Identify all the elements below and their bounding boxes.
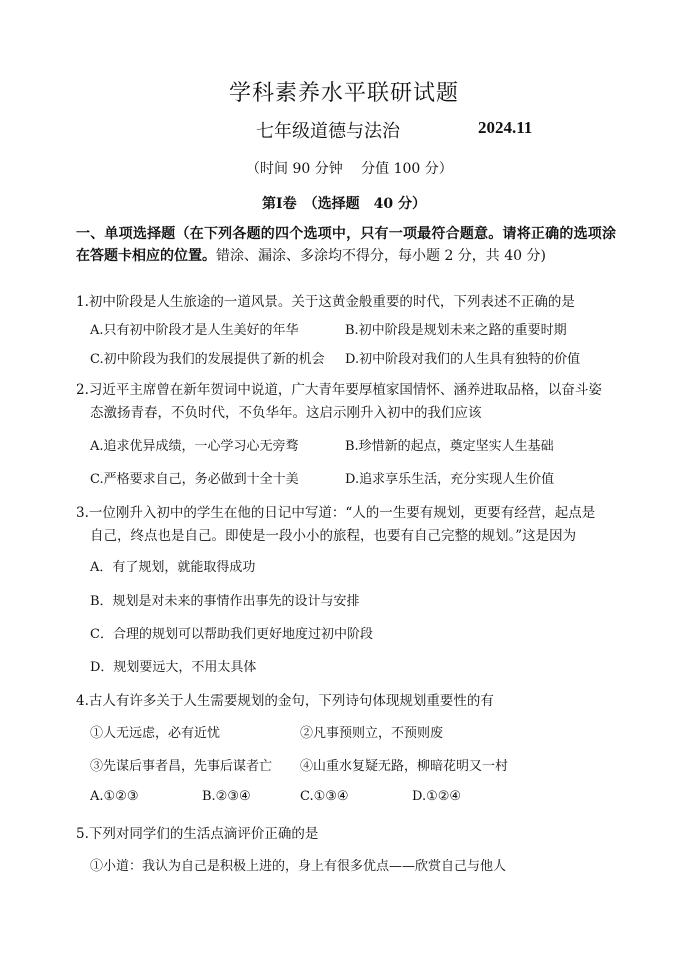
question-4-item-4: ④山重水复疑无路，柳暗花明又一村 — [300, 759, 509, 774]
question-1-stem: 1.初中阶段是人生旅途的一道风景。关于这黄金般重要的时代，下列表述不正确的是 — [76, 294, 575, 310]
question-2-stem-line2: 态激扬青春，不负时代，不负华年。这启示刚升入初中的我们应该 — [90, 405, 482, 421]
section-heading-rest: 错涂、漏涂、多涂均不得分，每小题 2 分，共 40 分) — [216, 248, 546, 264]
question-1-option-a: A.只有初中阶段才是人生美好的年华 — [90, 323, 299, 338]
question-3-stem-line1: 3.一位刚升入初中的学生在他的日记中写道：“人的一生要有规划，更要有经营，起点是 — [76, 505, 596, 521]
question-3-option-c: C．合理的规划可以帮助我们更好地度过初中阶段 — [90, 627, 373, 642]
question-1-option-c: C.初中阶段为我们的发展提供了新的机会 — [90, 352, 325, 367]
part-title: 第Ⅰ卷 （选择题 40 分） — [262, 196, 426, 212]
question-4-item-1: ①人无远虑，必有近忧 — [90, 726, 221, 741]
exam-time-info: （时间 90 分钟 分值 100 分） — [246, 161, 453, 177]
question-4-stem: 4.古人有许多关于人生需要规划的金句，下列诗句体现规划重要性的有 — [76, 693, 494, 709]
exam-title: 学科素养水平联研试题 — [228, 81, 459, 106]
question-2-option-c: C.严格要求自己，务必做到十全十美 — [90, 472, 299, 487]
question-3-option-a: A．有了规划，就能取得成功 — [90, 560, 256, 575]
question-4-option-a: A.①②③ — [90, 789, 139, 804]
question-1-option-b: B.初中阶段是规划未来之路的重要时期 — [345, 323, 567, 338]
question-4-option-c: C.①③④ — [300, 789, 349, 804]
question-4-option-b: B.②③④ — [202, 789, 251, 804]
question-2-option-a: A.追求优异成绩，一心学习心无旁骛 — [90, 439, 299, 454]
section-heading-bold: 一、单项选择题（在下列各题的四个选项中，只有一项最符合题意。请将正确的选项涂在答题卡相应的位置。 — [76, 226, 616, 264]
question-2-option-b: B.珍惜新的起点，奠定坚实人生基础 — [345, 439, 554, 454]
question-4-item-2: ②凡事预则立，不预则废 — [300, 726, 444, 741]
question-5-stem: 5.下列对同学们的生活点滴评价正确的是 — [76, 826, 319, 842]
question-1-option-d: D.初中阶段对我们的人生具有独特的价值 — [345, 352, 581, 367]
exam-subtitle: 七年级道德与法治 — [256, 121, 400, 142]
question-3-option-b: B．规划是对未来的事情作出事先的设计与安排 — [90, 594, 360, 609]
question-4-item-3: ③先谋后事者昌，先事后谋者亡 — [90, 759, 273, 774]
question-3-option-d: D．规划要远大，不用太具体 — [90, 660, 257, 675]
exam-date: 2024.11 — [478, 118, 533, 137]
question-2-option-d: D.追求享乐生活，充分实现人生价值 — [345, 472, 555, 487]
section-heading — [76, 223, 616, 267]
question-2-stem-line1: 2.习近平主席曾在新年贺词中说道，广大青年要厚植家国情怀、涵养进取品格，以奋斗姿 — [76, 382, 602, 398]
question-3-stem-line2: 自己，终点也是自己。即使是一段小小的旅程，也要有自己完整的规划。”这是因为 — [90, 528, 577, 544]
question-5-item-1: ①小道：我认为自己是积极上进的，身上有很多优点——欣赏自己与他人 — [90, 859, 507, 874]
question-4-option-d: D.①②④ — [412, 789, 462, 804]
